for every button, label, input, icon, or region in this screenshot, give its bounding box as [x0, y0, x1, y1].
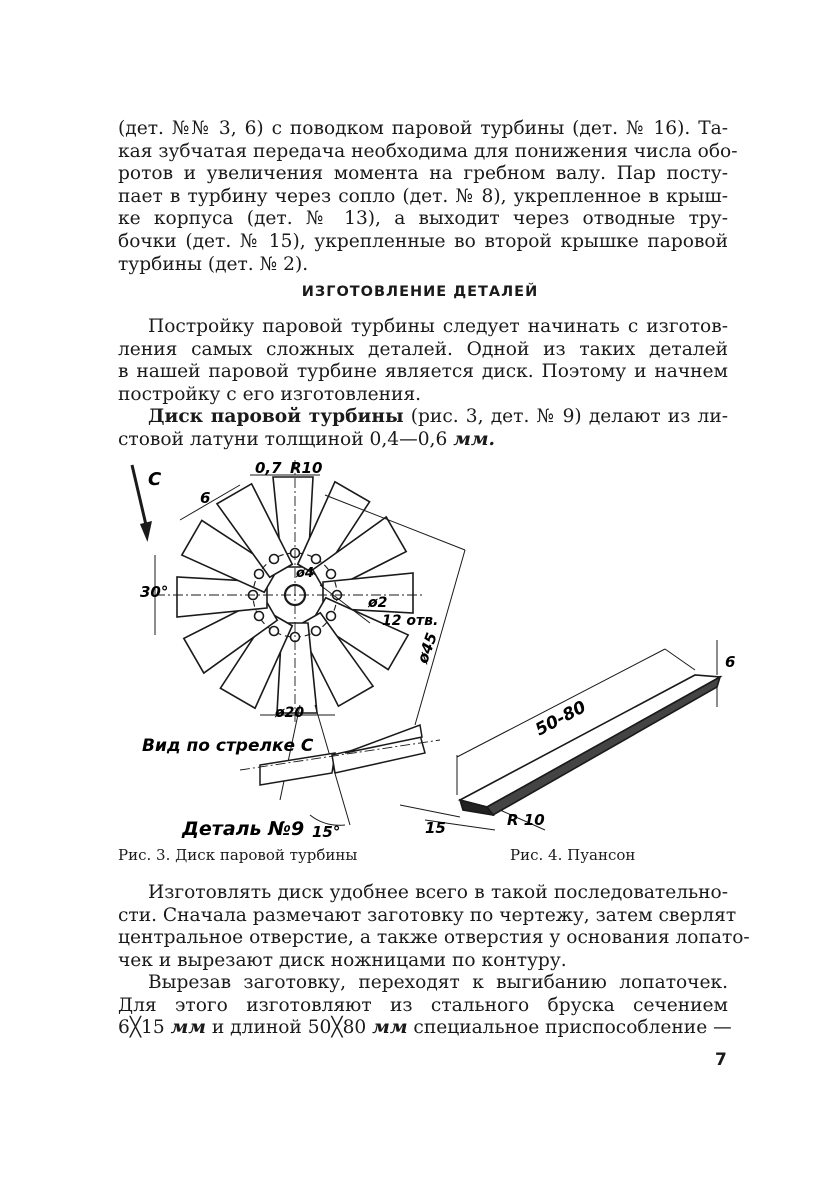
- page-number: 7: [715, 1050, 727, 1070]
- paragraph-2: [118, 406, 728, 451]
- label-part: Деталь №9: [182, 818, 305, 840]
- line-rest: (рис. 3, дет. № 9) делают из ли-: [403, 406, 729, 427]
- text-line: постройку с его изготовления.: [118, 383, 422, 405]
- bold-lead: Диск паровой турбины: [148, 406, 404, 427]
- figure-3-caption: Рис. 3. Диск паровой турбины: [118, 846, 358, 864]
- label-phi4: ø4: [296, 566, 314, 581]
- line-text: стовой латуни толщиной 0,4—0,6: [118, 428, 454, 450]
- label-r10: R10: [290, 459, 323, 477]
- label-view: Вид по стрелке C: [142, 736, 314, 756]
- text-line: ления самых сложных деталей. Одной из таких деталей: [118, 338, 728, 360]
- text-line: [118, 406, 728, 429]
- disc-blades: [155, 460, 425, 725]
- unit-mm: мм.: [453, 428, 496, 450]
- text-line: в нашей паровой турбине является диск. Поэтому и начнем: [118, 361, 728, 383]
- unit-mm: мм: [372, 1017, 408, 1039]
- text-line: центральное отверстие, а также отверстия у основания лопато-: [118, 927, 750, 949]
- punch-body: [460, 675, 720, 815]
- paragraph-3: [118, 882, 750, 972]
- punch-dimension-lines: [400, 640, 717, 830]
- unit-mm: мм: [170, 1017, 206, 1039]
- text-line: Вырезав заготовку, переходят к выгибанию лопаточек.: [148, 972, 728, 993]
- figure-4-drawing: [395, 635, 750, 840]
- text-line: Постройку паровой турбины следует начинать с изготов-: [148, 316, 728, 337]
- text-line: ке корпуса (дет. № 13), а выходит через отводные тру-: [118, 208, 728, 230]
- label-arrow-c: C: [148, 469, 162, 490]
- intro-paragraph: [118, 118, 738, 276]
- punch-label-r10: R 10: [507, 811, 545, 829]
- line-text: и длиной 50╳80: [205, 1017, 373, 1039]
- label-phi45: ø45: [413, 630, 442, 666]
- punch-label-6: 6: [725, 653, 736, 671]
- text-line: (дет. №№ 3, 6) с поводком паровой турбины (дет. № 16). Та-: [118, 118, 728, 139]
- label-6: 6: [200, 489, 211, 507]
- line-text: специальное приспособление —: [407, 1017, 732, 1039]
- text-line: чек и вырезают диск ножницами по контуру.: [118, 949, 567, 971]
- text-line: бочки (дет. № 15), укрепленные во второй крышке паровой: [118, 230, 728, 252]
- label-phi2: ø2: [368, 595, 388, 611]
- text-line: турбины (дет. № 2).: [118, 253, 309, 275]
- label-0-7: 0,7: [255, 459, 282, 477]
- punch-label-length: 50-80: [532, 697, 590, 741]
- label-holes: 12 отв.: [382, 613, 439, 629]
- text-line: Изготовлять диск удобнее всего в такой последовательно-: [148, 882, 728, 903]
- label-phi20: ø20: [275, 705, 305, 721]
- section-heading: ИЗГОТОВЛЕНИЕ ДЕТАЛЕЙ: [301, 284, 539, 300]
- punch-label-15: 15: [425, 819, 446, 837]
- figure-4-caption: Рис. 4. Пуансон: [510, 846, 636, 864]
- text-line: ротов и увеличения момента на гребном валу. Пар посту-: [118, 163, 728, 185]
- text-line: Для этого изготовляют из стального бруска сечением: [118, 994, 728, 1016]
- paragraph-4: [118, 972, 732, 1040]
- paragraph-1: [118, 316, 728, 406]
- text-line: пает в турбину через сопло (дет. № 8), укрепленное в крыш-: [118, 185, 728, 207]
- text-line: кая зубчатая передача необходима для понижения числа обо-: [118, 140, 738, 162]
- label-30-deg: 30°: [140, 583, 169, 601]
- label-15-deg: 15°: [312, 823, 341, 841]
- text-line: сти. Сначала размечают заготовку по чертежу, затем сверлят: [118, 904, 737, 926]
- text-line: [118, 429, 728, 452]
- line-text: 6╳15: [118, 1017, 171, 1039]
- text-line: [118, 1017, 732, 1040]
